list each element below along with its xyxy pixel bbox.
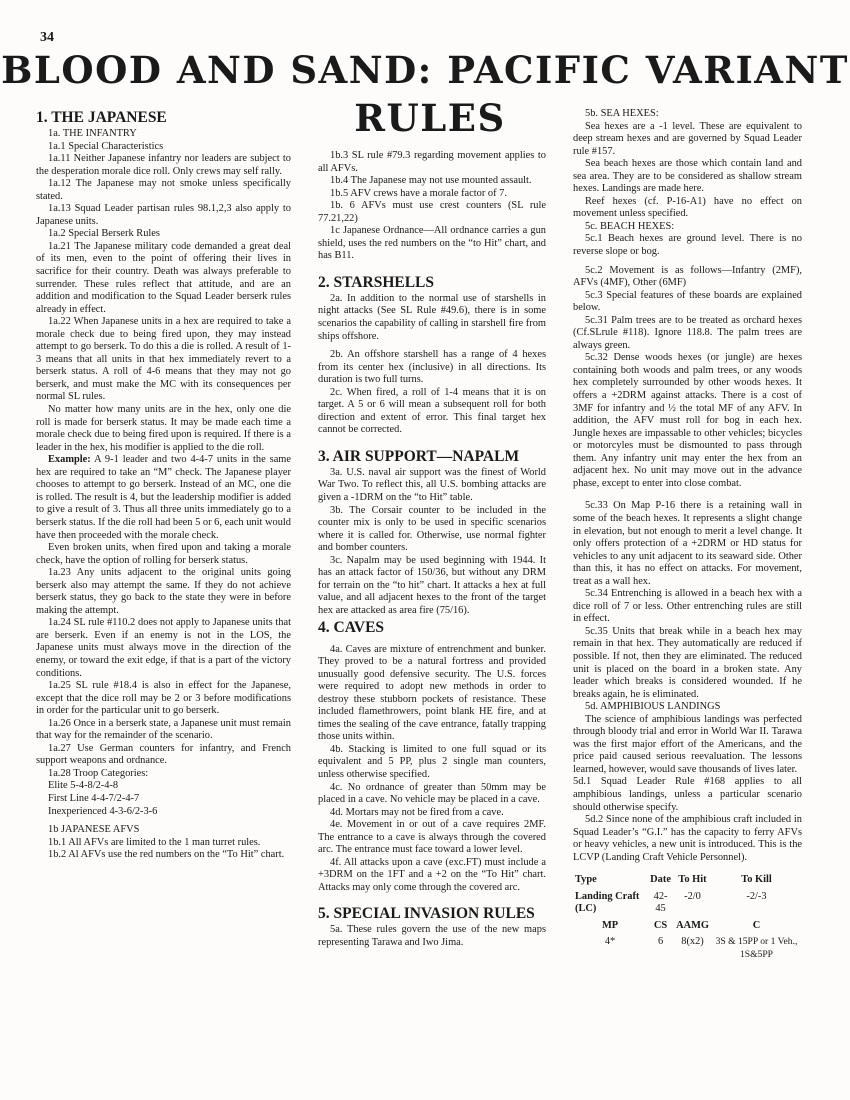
table-cell: 6: [657, 936, 664, 948]
paragraph: 1c Japanese Ordnance—All ordnance carries a gun shield, uses the red numbers on the “to Hit” chart, and has B11.: [318, 225, 546, 262]
paragraph: The science of amphibious landings was perfected through bloody trial and error in World War II. Tarawa was the first major effort of the Americans, and the price paid caused serious reevaluation. The lessons learned, however, would save thousands of lives later.: [573, 713, 802, 775]
paragraph: 5c.3 Special features of these boards are explained below.: [573, 289, 802, 314]
section-heading: 3. AIR SUPPORT—NAPALM: [318, 447, 520, 465]
table-cell: -2/0: [684, 890, 701, 902]
table-header: Date: [650, 874, 671, 886]
table-header: AAMG: [676, 919, 709, 931]
paragraph: 1b.1 All AFVs are limited to the 1 man turret rules.: [48, 836, 261, 848]
paragraph: 1a.12 The Japanese may not smoke unless specifically stated.: [36, 178, 291, 202]
paragraph: 5c. BEACH HEXES:: [585, 220, 675, 232]
section-heading: 5. SPECIAL INVASION RULES: [318, 905, 535, 923]
paragraph: Even broken units, when fired upon and taking a morale check, have the option of rolling for berserk status.: [36, 542, 291, 566]
paragraph: 5c.35 Units that break while in a beach hex may remain in that hex. They automatically are reduced if possible. If not, then they are eliminated. The reduced unit is placed on the board in a broken state. Any leader which breaks is considered wounded. If he breaks again, he is eliminated.: [573, 625, 802, 700]
table-header: To Kill: [741, 874, 772, 886]
paragraph: 1a.13 Squad Leader partisan rules 98.1,2,3 also apply to Japanese units.: [36, 203, 291, 227]
example-label: Example:: [48, 454, 91, 466]
paragraph: 3b. The Corsair counter to be included in the counter mix is only to be used in specific scenarios where it is called for. Otherwise, use normal fighter and bomber counters.: [318, 504, 546, 554]
paragraph: 4d. Mortars may not be fired from a cave.: [330, 806, 504, 818]
table-row: [573, 934, 802, 963]
paragraph: 1b JAPANESE AFVS: [48, 824, 140, 836]
paragraph: 4e. Movement in or out of a cave requires 2MF. The entrance to a cave is always through the covered arc. The entrance must face toward a lower level.: [318, 819, 546, 856]
table-cell: 8(x2): [681, 936, 704, 948]
paragraph: 2b. An offshore starshell has a range of 4 hexes from its center hex (inclusive) in all directions. Its duration is two full turns.: [318, 349, 546, 386]
example-paragraph: [36, 454, 291, 542]
section-heading: 4. CAVES: [318, 618, 385, 636]
page-title: BLOOD AND SAND: PACIFIC VARIANT: [1, 48, 849, 92]
paragraph: 5b. SEA HEXES:: [585, 108, 659, 119]
table-header: CS: [653, 919, 668, 931]
table-row: [573, 889, 802, 918]
paragraph: 1a.22 When Japanese units in a hex are required to take a morale check due to being fired upon, they may instead attempt to go berserk. To do this a die is rolled. A result of 1-3 means that all units in that hex immediately revert to a berserk status. A roll of 4-6 means that they may not go berserk, and must make the MC with its consequences per normal SL rules.: [36, 316, 291, 403]
paragraph: No matter how many units are in the hex, only one die roll is made for berserk status. It may be made each time a morale check due to being fired upon is required. If there is a leader in the hex, his modifier is applied to the die roll.: [36, 404, 291, 453]
paragraph: 5c.31 Palm trees are to be treated as orchard hexes (Cf.SLrule #118). Ignore 118.8. The palm trees are always green.: [573, 314, 802, 351]
paragraph: 4a. Caves are mixture of entrenchment and bunker. They proved to be a natural fortress and provided unusually good defensive security. The U.S. forces were required to adopt new methods in order to destroy these stubborn pockets of resistance. These included flamethrowers, point blank HE fire, and at times the sealing of the cave entrance, fatally trapping those units within.: [318, 643, 546, 743]
table-header: C: [752, 919, 761, 931]
paragraph: 1a. THE INFANTRY: [48, 128, 137, 139]
paragraph: Sea hexes are a -1 level. These are equivalent to deep stream hexes and are governed by Squad Leader rule #157.: [573, 120, 802, 157]
table-header: MP: [601, 919, 619, 931]
table-header: Type: [575, 874, 597, 886]
paragraph: Reef hexes (cf. P-16-A1) have no effect on movement unless specified.: [573, 195, 802, 220]
page-subtitle: RULES: [354, 96, 506, 140]
lcvp-stats-table: [573, 872, 802, 963]
paragraph: 1b.4 The Japanese may not use mounted assault.: [330, 175, 532, 187]
troop-category: First Line 4-4-7/2-4-7: [48, 792, 140, 804]
table-row: [573, 918, 802, 935]
paragraph: 5c.1 Beach hexes are ground level. There is no reverse slope or bog.: [573, 233, 802, 258]
paragraph: 1a.24 SL rule #110.2 does not apply to Japanese units that are berserk. Even if an enemy is not in the LOS, the Japanese units must always move in the direction of the enemy, or toward the exit edge, if that is a part of the victory conditions.: [36, 617, 291, 679]
example-text: A 9-1 leader and two 4-4-7 units in the same hex are required to take an “M” check. The Japanese player chooses to attempt to go berserk. Instead of an MC, one die is rolled. The result is 4, but the leadership modifier is added to give a result of 3. Thus all three units immediately go to a berserk status. If the die roll had been 5 or 6, each unit would have then proceeded with the morale check.: [36, 454, 291, 541]
table-cell: -2/-3: [746, 890, 767, 902]
table-cell: Landing Craft (LC): [575, 890, 640, 915]
table-header: To Hit: [678, 874, 707, 886]
paragraph: 3a. U.S. naval air support was the finest of World War Two. To reflect this, all U.S. bombing attacks are given a -1DRM on the “to Hit” table.: [318, 466, 546, 504]
paragraph: 5d.2 Since none of the amphibious craft included in Squad Leader’s “G.I.” has the capacity to ferry AFVs or heavy vehicles, a new unit is introduced. This is the LCVP (Landing Craft Vehicle Personnel).: [573, 814, 802, 863]
paragraph: 1a.21 The Japanese military code demanded a great deal of its men, even to the point of offering their lives in sacrifice for their country. Death was always preferable to surrender. These rules reflect that attitude, and are an addition and modification to the Squad Leader berserk rules already in effect.: [36, 240, 291, 315]
section-heading: 1. THE JAPANESE: [36, 109, 167, 126]
paragraph: 1a.23 Any units adjacent to the original units going berserk also may attempt the same. If they do not achieve berserk status, they go back to the state they were in before making the attempt.: [36, 567, 291, 616]
table-row: [573, 872, 802, 889]
troop-category: Inexperienced 4-3-6/2-3-6: [48, 805, 158, 817]
table-cell: 42-45: [653, 890, 668, 915]
paragraph: 5c.34 Entrenching is allowed in a beach hex with a dice roll of 7 or less. Other entrenching rules are still in effect.: [573, 588, 802, 625]
troop-category: Elite 5-4-8/2-4-8: [48, 780, 119, 792]
table-cell: 4*: [604, 936, 616, 948]
paragraph: 5d.1 Squad Leader Rule #168 applies to all amphibious landings, unless a particular scenario should otherwise specify.: [573, 776, 802, 813]
paragraph: 5c.33 On Map P-16 there is a retaining wall in some of the beach hexes. It represents a slight change in elevation, but not enough to merit a level change. It only offers protection of a +2DRM or HD status for vehicles to any unit adjacent to its seaward side. Other than this, it has no effect on attacks. For movement, treat as a wall hex.: [573, 500, 802, 587]
section-heading: 2. STARSHELLS: [318, 273, 435, 291]
paragraph: 1a.25 SL rule #18.4 is also in effect for the Japanese, except that the dice roll may be 2 or 3 before modifications in order for the particular unit to go berserk.: [36, 680, 291, 717]
paragraph: 3c. Napalm may be used beginning with 1944. It has an attack factor of 150/36, but without any DRM for terrain on the “to hit” chart. It attacks a hex at full value, and all adjacent hexes to the front of the target hex are attacked as area fire (75/16).: [318, 554, 546, 616]
column-1: [36, 108, 291, 862]
paragraph: 2a. In addition to the normal use of starshells in night attacks (See SL Rule #49.6), there is in some scenarios the capability of calling in starshell fire from ships offshore.: [318, 292, 546, 342]
paragraph: 5d. AMPHIBIOUS LANDINGS: [585, 701, 721, 713]
table-cell: 3S & 15PP or 1 Veh., 1S&5PP: [715, 936, 798, 960]
paragraph: 1b. 6 AFVs must use crest counters (SL rule 77.21,22): [318, 200, 546, 224]
page-number: 34: [40, 30, 54, 45]
column-2: [318, 150, 546, 950]
paragraph: 1b.3 SL rule #79.3 regarding movement applies to all AFVs.: [318, 150, 546, 174]
paragraph: 5c.32 Dense woods hexes (or jungle) are hexes containing both woods and palm trees, or any woods hex completely surrounded by other woods hexes. It offers a +2DRM against attacks. There is a cost of 3MF for infantry and ½ the total MF of any AFV. In addition, the AFV must roll for bog in each hex. Jungle hexes are impassable to other vehicles; bicycles or motorcyles must be dismounted to pass through them. Any infantry unit may enter the hex from an adjacent hex. No unit may move out in the advance phase, except to enter into close combat.: [573, 352, 802, 489]
column-3: [573, 108, 802, 963]
paragraph: 1a.1 Special Characteristics: [48, 140, 164, 152]
paragraph: 2c. When fired, a roll of 1-4 means that it is on target. A 5 or 6 will mean a subsequent roll for both direction and extent of error. This final target hex cannot be corrected.: [318, 386, 546, 436]
paragraph: 5a. These rules govern the use of the new maps representing Tarawa and Iwo Jima.: [318, 924, 546, 948]
paragraph: 1a.28 Troop Categories:: [48, 767, 149, 779]
paragraph: Sea beach hexes are those which contain land and sea area. They are to be considered as shallow stream hexes. Landings are made here.: [573, 158, 802, 195]
paragraph: 1a.27 Use German counters for infantry, and French support weapons and ordnance.: [36, 742, 291, 767]
paragraph: 1b.5 AFV crews have a morale factor of 7.: [330, 187, 507, 199]
paragraph: 1b.2 Al AFVs use the red numbers on the “To Hit” chart.: [48, 849, 285, 861]
paragraph: 4c. No ordnance of greater than 50mm may be placed in a cave. No vehicle may be placed in a cave.: [318, 781, 546, 806]
paragraph: 1a.26 Once in a berserk state, a Japanese unit must remain that way for the remainder of the scenario.: [36, 717, 291, 742]
paragraph: 5c.2 Movement is as follows—Infantry (2MF), AFVs (4MF), Other (6MF): [573, 264, 802, 289]
paragraph: 4f. All attacks upon a cave (exc.FT) must include a +3DRM on the 1FT and a +2 on the “To Hit” chart. Attacks may only come through the covered arc.: [318, 856, 546, 893]
paragraph: 1a.11 Neither Japanese infantry nor leaders are subject to the desperation morale dice roll. Only crews may self rally.: [36, 153, 291, 177]
paragraph: 1a.2 Special Berserk Rules: [48, 228, 160, 240]
paragraph: 4b. Stacking is limited to one full squad or its equivalent and 5 PP, plus 2 single man counters, unless otherwise specified.: [318, 743, 546, 780]
